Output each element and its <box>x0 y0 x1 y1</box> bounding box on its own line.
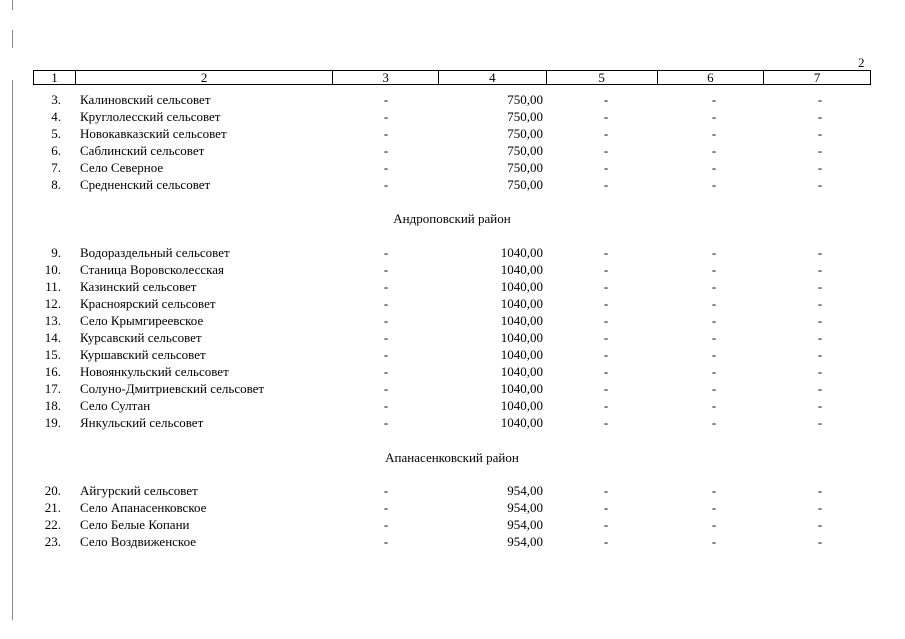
cell-c4: 1040,00 <box>500 330 543 345</box>
cell-c6: - <box>711 109 717 124</box>
table-row <box>33 295 871 312</box>
cell-name: Айгурский сельсовет <box>80 483 198 498</box>
cell-c3: - <box>383 415 389 430</box>
table-row <box>33 176 871 193</box>
district-heading: Апанасенковский район <box>385 450 519 465</box>
table-row <box>33 108 871 125</box>
cell-num: 7. <box>51 160 61 175</box>
cell-c5: - <box>603 500 609 515</box>
table-row <box>33 142 871 159</box>
cell-c5: - <box>603 92 609 107</box>
cell-c7: - <box>817 398 823 413</box>
cell-c4: 750,00 <box>507 109 543 124</box>
cell-c3: - <box>383 279 389 294</box>
cell-num: 23. <box>44 534 61 549</box>
cell-c4: 750,00 <box>507 92 543 107</box>
cell-name: Круглолесский сельсовет <box>80 109 221 124</box>
cell-c5: - <box>603 296 609 311</box>
table-row <box>33 363 871 380</box>
page-number: 2 <box>858 55 865 70</box>
cell-c6: - <box>711 483 717 498</box>
cell-name: Курсавский сельсовет <box>80 330 202 345</box>
header-cell-2: 2 <box>76 71 333 84</box>
cell-c4: 750,00 <box>507 143 543 158</box>
table-row <box>33 312 871 329</box>
cell-c6: - <box>711 330 717 345</box>
cell-name: Село Белые Копани <box>80 517 190 532</box>
header-cell-5: 5 <box>547 71 658 84</box>
cell-c3: - <box>383 245 389 260</box>
cell-c5: - <box>603 330 609 345</box>
header-cell-6: 6 <box>658 71 765 84</box>
cell-c7: - <box>817 534 823 549</box>
cell-c6: - <box>711 347 717 362</box>
table-row <box>33 244 871 261</box>
cell-c7: - <box>817 245 823 260</box>
table-row <box>33 516 871 533</box>
cell-c3: - <box>383 398 389 413</box>
cell-c7: - <box>817 262 823 277</box>
cell-c5: - <box>603 279 609 294</box>
cell-c3: - <box>383 500 389 515</box>
cell-c6: - <box>711 92 717 107</box>
cell-c6: - <box>711 364 717 379</box>
cell-name: Саблинский сельсовет <box>80 143 205 158</box>
cell-name: Калиновский сельсовет <box>80 92 211 107</box>
cell-c6: - <box>711 126 717 141</box>
cell-c5: - <box>603 347 609 362</box>
cell-name: Село Апанасенковское <box>80 500 207 515</box>
table-row <box>33 346 871 363</box>
cell-c6: - <box>711 296 717 311</box>
cell-c4: 954,00 <box>507 483 543 498</box>
cell-c4: 750,00 <box>507 177 543 192</box>
cell-name: Село Северное <box>80 160 164 175</box>
cell-c4: 750,00 <box>507 160 543 175</box>
cell-c4: 1040,00 <box>500 398 543 413</box>
cell-c3: - <box>383 143 389 158</box>
cell-num: 5. <box>51 126 61 141</box>
table-row <box>33 414 871 431</box>
cell-c7: - <box>817 143 823 158</box>
table-row <box>33 278 871 295</box>
cell-name: Янкульский сельсовет <box>80 415 204 430</box>
cell-num: 8. <box>51 177 61 192</box>
cell-num: 11. <box>45 279 61 294</box>
margin-line <box>12 80 13 620</box>
cell-c7: - <box>817 517 823 532</box>
cell-name: Новоянкульский сельсовет <box>80 364 229 379</box>
table-header <box>33 70 871 85</box>
cell-num: 16. <box>44 364 61 379</box>
cell-c3: - <box>383 160 389 175</box>
cell-c6: - <box>711 143 717 158</box>
cell-c6: - <box>711 415 717 430</box>
cell-c4: 1040,00 <box>500 262 543 277</box>
cell-c4: 954,00 <box>507 500 543 515</box>
cell-name: Средненский сельсовет <box>80 177 211 192</box>
cell-c3: - <box>383 126 389 141</box>
cell-c5: - <box>603 177 609 192</box>
cell-num: 10. <box>44 262 61 277</box>
cell-c5: - <box>603 534 609 549</box>
cell-c4: 1040,00 <box>500 245 543 260</box>
cell-c3: - <box>383 313 389 328</box>
cell-c3: - <box>383 109 389 124</box>
cell-c5: - <box>603 245 609 260</box>
cell-name: Село Султан <box>80 398 151 413</box>
header-cell-4: 4 <box>439 71 547 84</box>
cell-c7: - <box>817 177 823 192</box>
cell-c5: - <box>603 381 609 396</box>
cell-num: 20. <box>44 483 61 498</box>
cell-c7: - <box>817 381 823 396</box>
header-cell-7: 7 <box>813 70 821 85</box>
table-row <box>33 397 871 414</box>
cell-num: 18. <box>44 398 61 413</box>
cell-name: Куршавский сельсовет <box>80 347 206 362</box>
cell-c7: - <box>817 160 823 175</box>
cell-c6: - <box>711 160 717 175</box>
cell-c3: - <box>383 177 389 192</box>
cell-num: 6. <box>51 143 61 158</box>
cell-name: Новокавказский сельсовет <box>80 126 227 141</box>
cell-c4: 1040,00 <box>500 279 543 294</box>
margin-line <box>12 0 13 10</box>
cell-c3: - <box>383 92 389 107</box>
cell-c4: 1040,00 <box>500 296 543 311</box>
cell-c6: - <box>711 500 717 515</box>
cell-c7: - <box>817 483 823 498</box>
cell-c7: - <box>817 330 823 345</box>
table-row <box>33 499 871 516</box>
cell-num: 12. <box>44 296 61 311</box>
cell-c3: - <box>383 483 389 498</box>
cell-c4: 750,00 <box>507 126 543 141</box>
cell-c4: 1040,00 <box>500 313 543 328</box>
cell-c3: - <box>383 381 389 396</box>
table-row <box>33 261 871 278</box>
cell-c5: - <box>603 364 609 379</box>
margin-line <box>12 30 13 48</box>
cell-c6: - <box>711 279 717 294</box>
cell-name: Красноярский сельсовет <box>80 296 216 311</box>
table-row <box>33 125 871 142</box>
cell-c3: - <box>383 364 389 379</box>
cell-c5: - <box>603 415 609 430</box>
cell-c7: - <box>817 126 823 141</box>
cell-c5: - <box>603 517 609 532</box>
cell-name: Станица Воровсколесская <box>80 262 224 277</box>
cell-c4: 1040,00 <box>500 415 543 430</box>
cell-c6: - <box>711 313 717 328</box>
cell-c5: - <box>603 160 609 175</box>
cell-c7: - <box>817 279 823 294</box>
cell-c5: - <box>603 398 609 413</box>
cell-c7: - <box>817 109 823 124</box>
cell-c3: - <box>383 296 389 311</box>
cell-c6: - <box>711 381 717 396</box>
cell-c7: - <box>817 415 823 430</box>
cell-c7: - <box>817 313 823 328</box>
cell-num: 14. <box>44 330 61 345</box>
cell-c7: - <box>817 500 823 515</box>
cell-num: 22. <box>44 517 61 532</box>
cell-c5: - <box>603 109 609 124</box>
cell-c3: - <box>383 517 389 532</box>
cell-name: Водораздельный сельсовет <box>80 245 230 260</box>
cell-c6: - <box>711 245 717 260</box>
cell-c5: - <box>603 262 609 277</box>
cell-c7: - <box>817 347 823 362</box>
cell-num: 17. <box>44 381 61 396</box>
cell-name: Село Воздвиженское <box>80 534 197 549</box>
table-row <box>33 380 871 397</box>
table-row <box>33 533 871 550</box>
cell-num: 21. <box>44 500 61 515</box>
cell-c4: 954,00 <box>507 534 543 549</box>
header-cell-3: 3 <box>333 71 439 84</box>
cell-num: 13. <box>44 313 61 328</box>
cell-c5: - <box>603 143 609 158</box>
district-heading: Андроповский район <box>393 211 511 226</box>
cell-num: 19. <box>44 415 61 430</box>
cell-c5: - <box>603 313 609 328</box>
cell-name: Солуно-Дмитриевский сельсовет <box>80 381 265 396</box>
cell-c5: - <box>603 126 609 141</box>
table-row <box>33 482 871 499</box>
cell-c3: - <box>383 534 389 549</box>
table-row <box>33 159 871 176</box>
header-cell-1: 1 <box>34 71 76 84</box>
cell-num: 15. <box>44 347 61 362</box>
cell-c3: - <box>383 347 389 362</box>
cell-c4: 954,00 <box>507 517 543 532</box>
cell-c3: - <box>383 330 389 345</box>
cell-c3: - <box>383 262 389 277</box>
cell-num: 4. <box>51 109 61 124</box>
cell-c6: - <box>711 517 717 532</box>
cell-c7: - <box>817 364 823 379</box>
cell-c6: - <box>711 262 717 277</box>
cell-c4: 1040,00 <box>500 347 543 362</box>
cell-name: Казинский сельсовет <box>80 279 197 294</box>
table-row <box>33 91 871 108</box>
table-row <box>33 329 871 346</box>
cell-c6: - <box>711 177 717 192</box>
cell-c6: - <box>711 534 717 549</box>
cell-c5: - <box>603 483 609 498</box>
cell-c6: - <box>711 398 717 413</box>
cell-num: 3. <box>51 92 61 107</box>
cell-num: 9. <box>51 245 61 260</box>
cell-c4: 1040,00 <box>500 381 543 396</box>
cell-name: Село Крымгиреевское <box>80 313 204 328</box>
cell-c4: 1040,00 <box>500 364 543 379</box>
cell-c7: - <box>817 296 823 311</box>
cell-c7: - <box>817 92 823 107</box>
